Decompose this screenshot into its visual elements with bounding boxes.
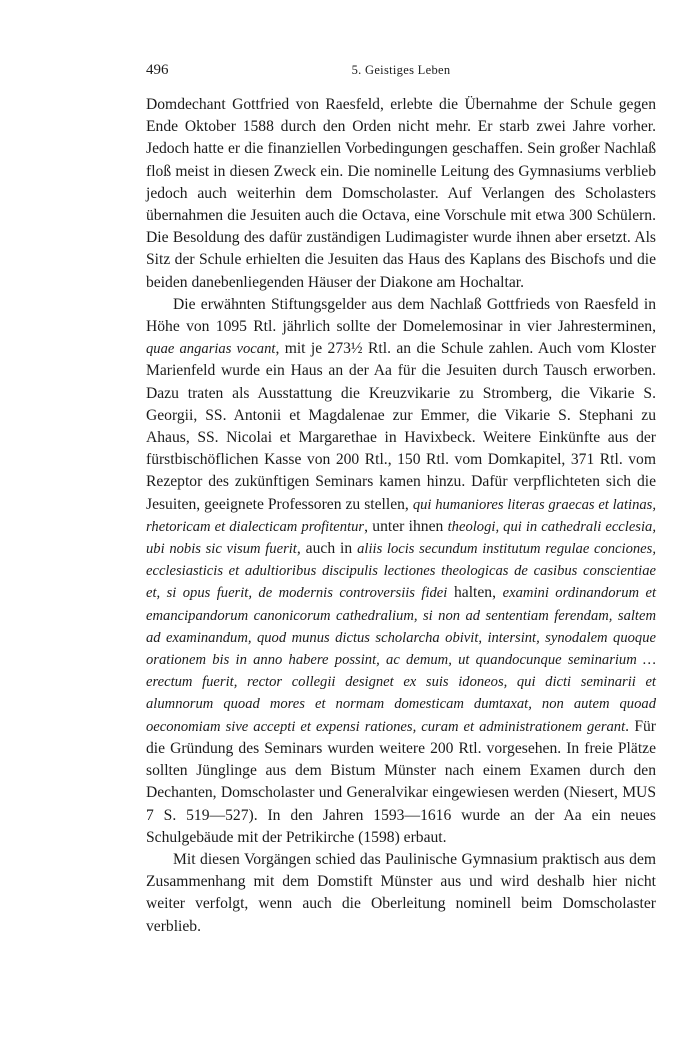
page-header bbox=[146, 62, 656, 82]
latin-quote: quae angarias vocant bbox=[146, 341, 276, 358]
text-run: Domdechant Gottfried von Raesfeld, erlebte die Übernahme der Schule gegen Ende Oktober 1588 durch den Orden nicht mehr. Er starb zwei Jahre vorher. Jedoch hatte er die finanziellen Vorbedingungen geschaffen. Sein großer Nachlaß floß meist in diesen Zweck ein. Die nominelle Leitung des Gymnasiums verblieb jedoch auch weiterhin dem Domscholaster. Auf Verlangen des Scholasters übernahmen die Jesuiten auch die Octava, eine Vorschule mit etwa 300 Schülern. Die Besoldung des dafür zuständigen Ludimagister wurde ihnen aber ersetzt. Als Sitz der Schule erhielten die Jesuiten das Haus des Kaplans des Bischofs und die beiden danebenliegenden Häuser der Diakone am Hochaltar. bbox=[146, 96, 656, 291]
text-run: , mit je 273½ Rtl. an die Schule zahlen. Auch vom Kloster Marienfeld wurde ein Haus an der Aa für die Jesuiten durch Tausch erworben. Dazu traten als Ausstattung die Kreuzvikarie zu Stromberg, die Vikarie S. Georgii, SS. Antonii et Magdalenae zur Emmer, die Vikarie S. Stephani zu Ahaus, SS. Nicolai et Margarethae in Havixbeck. Weitere Einkünfte aus der fürstbischöflichen Kasse von 200 Rtl., 150 Rtl. vom Domkapitel, 371 Rtl. vom Rezeptor des zukünftigen Seminars kamen hinzu. Dafür verpflichteten sich die Jesuiten, geeignete Professoren zu stellen, bbox=[146, 340, 656, 513]
latin-quote: examini ordinandorum et emancipandorum canonicorum cathedralium, si non ad sententiam ferendam, saltem ad examinandum, quod munus dictus scholarcha obivit, intersint, synodalem quoque orationem bis in anno habere possint, ac demum, ut quandocunque seminarium … erectum fuerit, rector collegii designet ex suis idoneos, qui dicti seminarii et alumnorum quoad mores et normam domesticam dumtaxat, non autem quoad oeconomiam sive accepti et expensi rationes, curam et administrationem gerant bbox=[146, 585, 657, 735]
text-run: , auch in bbox=[296, 540, 358, 558]
body-text bbox=[146, 94, 656, 938]
page-number: 496 bbox=[146, 62, 169, 78]
paragraph-2 bbox=[146, 294, 656, 849]
paragraph-3 bbox=[146, 849, 656, 938]
text-run: Mit diesen Vorgängen schied das Paulinische Gymnasium praktisch aus dem Zusammenhang mit dem Domstift Münster aus und wird deshalb hier nicht weiter verfolgt, wenn auch die Oberleitung nominell beim Domscholaster verblieb. bbox=[146, 850, 656, 935]
text-run: , unter ihnen bbox=[364, 517, 448, 535]
running-head: 5. Geistiges Leben bbox=[351, 63, 451, 77]
text-run: . Für die Gründung des Seminars wurden weitere 200 Rtl. vorgesehen. In freie Plätze sollten Jünglinge aus dem Bistum Münster nach einem Examen durch den Dechanten, Domscholaster und Generalvikar eingewiesen werden (Niesert, MUS 7 S. 519—527). In den Jahren 1593—1616 wurde an der Aa ein neues Schulgebäude mit der Petrikirche (1598) erbaut. bbox=[146, 717, 656, 846]
latin-quote: aliis locis secundum institutum regulae conciones, ecclesiasticis et adultioribus discipulis lectiones theologicas de casibus conscientiae et, si opus fuerit, de modernis controversiis fidei bbox=[146, 541, 656, 602]
text-run: halten, bbox=[447, 584, 503, 602]
text-run: Die erwähnten Stiftungsgelder aus dem Nachlaß Gottfrieds von Raesfeld in Höhe von 1095 Rtl. jährlich sollte der Domelemosinar in vier Jahresterminen, bbox=[146, 295, 656, 336]
paragraph-1 bbox=[146, 94, 656, 294]
latin-quote: theologi, qui in cathedrali ecclesia, ubi nobis sic visum fuerit bbox=[146, 518, 656, 558]
latin-quote: qui humaniores literas graecas et latinas, rhetoricam et dialecticam profitentur bbox=[146, 496, 656, 535]
